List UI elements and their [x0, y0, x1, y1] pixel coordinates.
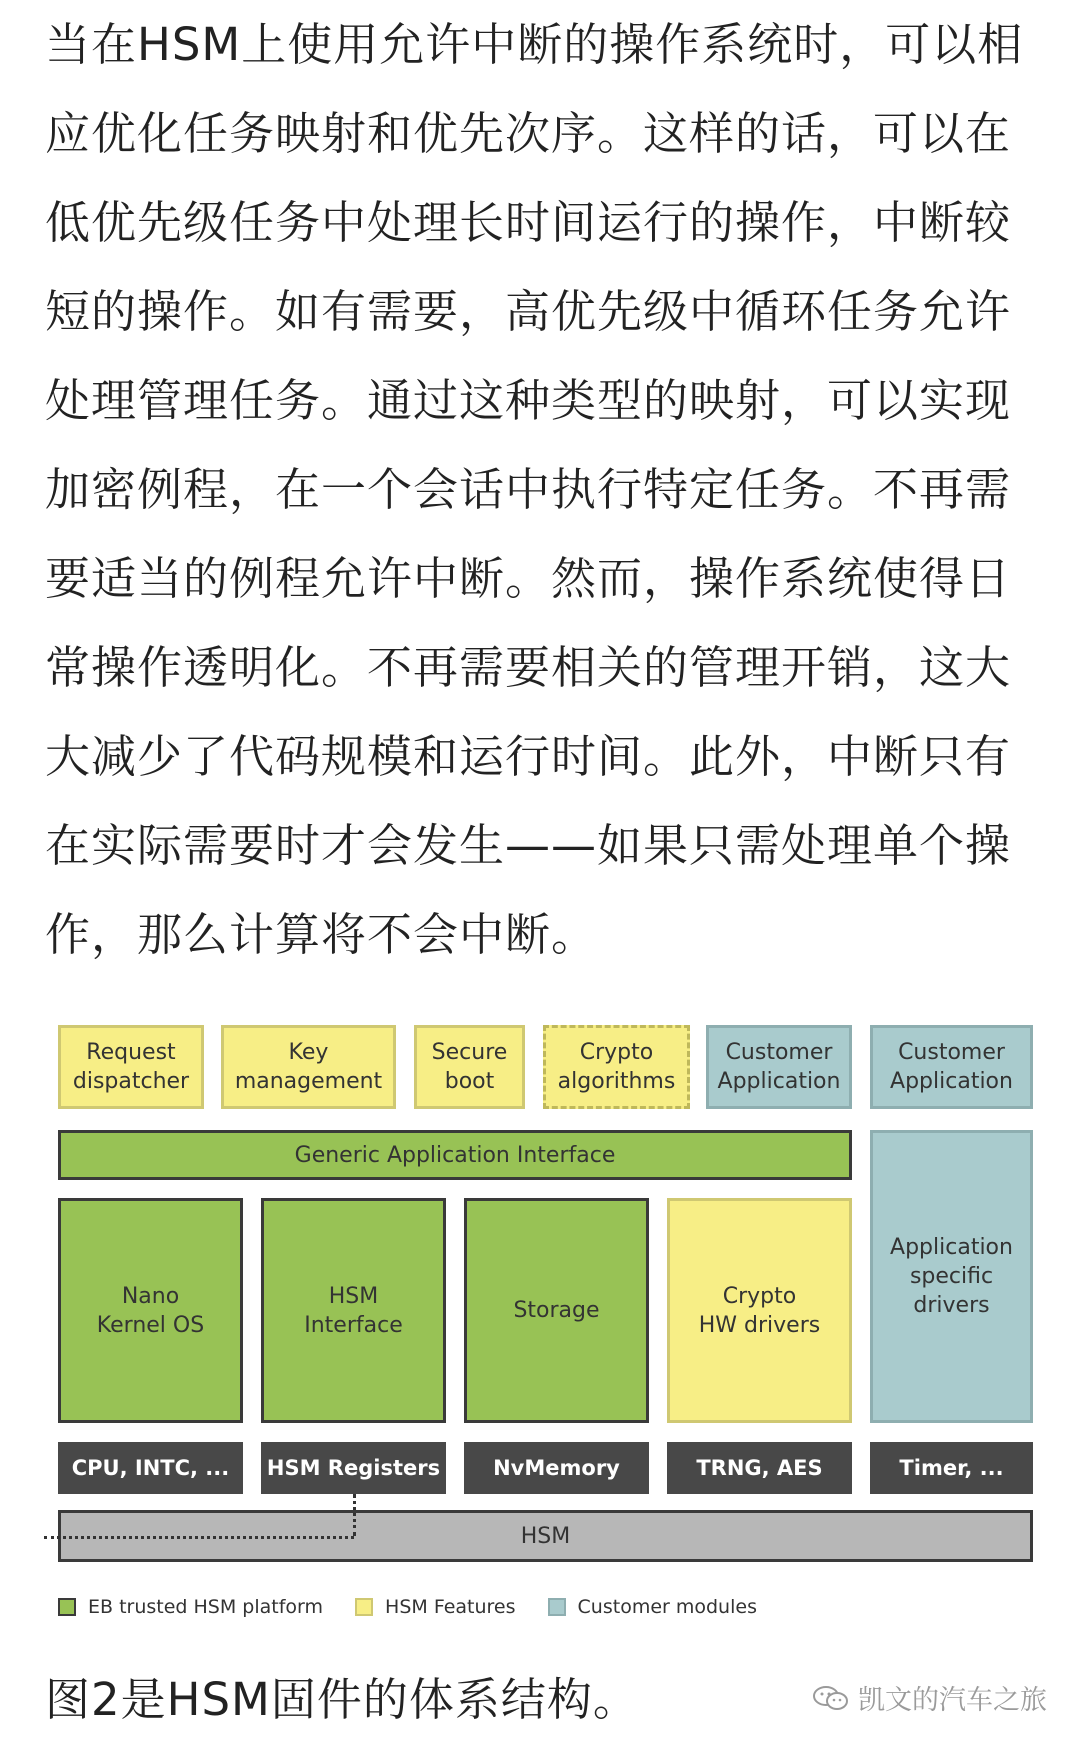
legend-label: EB trusted HSM platform [88, 1596, 324, 1618]
hsm-architecture-diagram [0, 1010, 1080, 1635]
paragraph-line: 在实际需要时才会发生——如果只需处理单个操 [45, 819, 1012, 872]
watermark-text: 凯文的汽车之旅 [858, 1685, 1047, 1716]
paragraph-line: 作，那么计算将不会中断。 [45, 908, 598, 961]
legend-item [355, 1596, 515, 1618]
diagram-legend [58, 1592, 789, 1622]
storage-box: Storage [464, 1198, 649, 1423]
generic-application-interface-bar: Generic Application Interface [58, 1130, 852, 1180]
hsm-bar: HSM [58, 1510, 1033, 1562]
request-dispatcher-box: Request dispatcher [58, 1025, 204, 1109]
legend-item [58, 1596, 323, 1618]
watermark [812, 1678, 1047, 1717]
paragraph-line: 当在HSM上使用允许中断的操作系统时，可以相 [45, 18, 1024, 71]
legend-item [548, 1596, 757, 1618]
trng-aes-box: TRNG, AES [667, 1442, 852, 1494]
legend-swatch [548, 1598, 566, 1616]
crypto-hw-drivers-box: Crypto HW drivers [667, 1198, 852, 1423]
legend-label: Customer modules [577, 1596, 757, 1618]
platform-boundary-line [44, 1536, 354, 1539]
article-paragraph [45, 0, 1035, 979]
paragraph-line: 加密例程，在一个会话中执行特定任务。不再需 [45, 463, 1012, 516]
customer-application-box: Customer Application [706, 1025, 852, 1109]
legend-label: HSM Features [385, 1596, 516, 1618]
timer-box: Timer, ... [870, 1442, 1033, 1494]
paragraph-line: 大减少了代码规模和运行时间。此外，中断只有 [45, 730, 1012, 783]
nvmemory-box: NvMemory [464, 1442, 649, 1494]
wechat-icon [812, 1685, 850, 1711]
paragraph-line: 低优先级任务中处理长时间运行的操作，中断较 [45, 196, 1012, 249]
paragraph-line: 要适当的例程允许中断。然而，操作系统使得日 [45, 552, 1012, 605]
platform-boundary-line [353, 1494, 356, 1536]
customer-application-box: Customer Application [870, 1025, 1033, 1109]
key-management-box: Key management [221, 1025, 396, 1109]
paragraph-line: 短的操作。如有需要，高优先级中循环任务允许 [45, 285, 1012, 338]
hsm-registers-box: HSM Registers [261, 1442, 446, 1494]
paragraph-line: 处理管理任务。通过这种类型的映射，可以实现 [45, 374, 1012, 427]
legend-swatch [355, 1598, 373, 1616]
crypto-algorithms-box: Crypto algorithms [543, 1025, 690, 1109]
nano-kernel-os-box: Nano Kernel OS [58, 1198, 243, 1423]
figure-caption: 图2是HSM固件的体系结构。 [45, 1673, 639, 1726]
hsm-interface-box: HSM Interface [261, 1198, 446, 1423]
application-specific-drivers-box: Application specific drivers [870, 1130, 1033, 1423]
paragraph-line: 应优化任务映射和优先次序。这样的话，可以在 [45, 107, 1012, 160]
legend-swatch [58, 1598, 76, 1616]
paragraph-line: 常操作透明化。不再需要相关的管理开销，这大 [45, 641, 1012, 694]
cpu-intc-box: CPU, INTC, ... [58, 1442, 243, 1494]
secure-boot-box: Secure boot [414, 1025, 525, 1109]
